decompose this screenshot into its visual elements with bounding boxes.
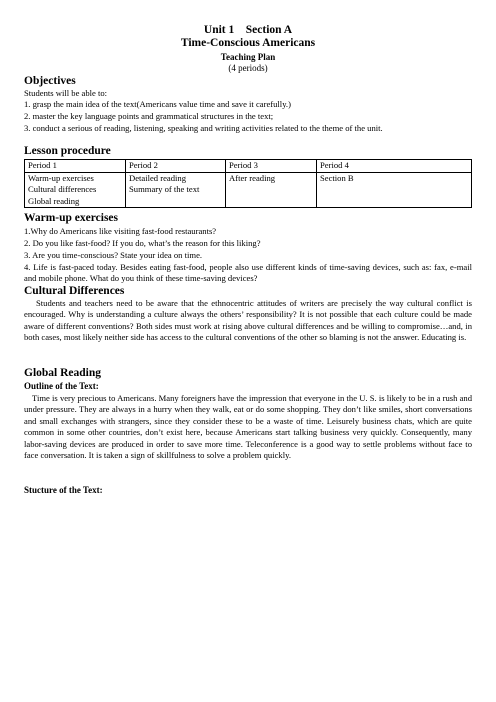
objective-item: 1. grasp the main idea of the text(Americans value time and save it carefully.) — [24, 99, 291, 109]
table-header-row — [25, 160, 472, 173]
cell-line: Global reading — [28, 195, 80, 206]
warmup-heading: Warm-up exercises — [24, 212, 119, 224]
page-title: Time-Conscious Americans — [180, 37, 316, 49]
table-cell — [226, 172, 317, 208]
table-header-cell: Period 4 — [317, 160, 472, 173]
outline-label: Outline of the Text: — [24, 381, 99, 391]
table-cell — [126, 172, 226, 208]
warmup-item: 4. Life is fast-paced today. Besides eating fast-food, people also use different kinds of time-saving devices, such as: fax, e-mail and mobile phone. What do you think of these time-saving devices? — [24, 262, 472, 283]
structure-label: Stucture of the Text: — [24, 485, 103, 495]
cultural-differences-paragraph: Students and teachers need to be aware that the ethnocentric attitudes of writers are precisely the way cultural conflict is encouraged. Why is understanding a culture always the others’ responsibility? It is not possible that each culture could be made aware of different conventions? Both sides must work at rising above cultural differences and be willing to compromise…and, in both cases, most likely neither side has access to the cultural conventions of the other so blaming is not the answer. Educating is. — [24, 298, 472, 343]
cell-line: Section B — [320, 172, 354, 183]
objectives-heading: Objectives — [24, 75, 76, 87]
warmup-item: 2. Do you like fast-food? If you do, what’s the reason for this liking? — [24, 238, 261, 248]
cultural-differences-heading: Cultural Differences — [24, 285, 125, 297]
table-header-cell: Period 2 — [126, 160, 226, 173]
warmup-item: 3. Are you time-conscious? State your idea on time. — [24, 250, 203, 260]
cell-line: Warm-up exercises — [28, 172, 94, 183]
table-cell — [317, 172, 472, 208]
lesson-procedure-heading: Lesson procedure — [24, 145, 111, 157]
periods-label: (4 periods) — [228, 63, 268, 73]
lesson-procedure-table — [24, 159, 472, 208]
objective-item: 3. conduct a serious of reading, listening, speaking and writing activities related to the theme of the unit. — [24, 123, 383, 133]
table-cell — [25, 172, 126, 208]
objectives-intro: Students will be able to: — [24, 88, 108, 98]
table-header-cell: Period 1 — [25, 160, 126, 173]
cell-line: Detailed reading — [129, 172, 187, 183]
table-header-cell: Period 3 — [226, 160, 317, 173]
unit-title: Unit 1 Section A — [203, 24, 293, 36]
warmup-item: 1.Why do Americans like visiting fast-food restaurants? — [24, 226, 217, 236]
cell-line: After reading — [229, 172, 276, 183]
table-row — [25, 172, 472, 208]
teaching-plan-label: Teaching Plan — [220, 52, 276, 62]
cell-line: Summary of the text — [129, 184, 200, 194]
cell-line: Cultural differences — [28, 184, 97, 194]
objective-item: 2. master the key language points and grammatical structures in the text; — [24, 111, 274, 121]
global-reading-heading: Global Reading — [24, 367, 102, 379]
outline-paragraph: Time is very precious to Americans. Many foreigners have the impression that everyone in the U. S. is likely to be in a rush and under pressure. They are always in a hurry when they walk, eat or do some shopping. They don’t like smiles, short conversations and small exchanges with strangers, since they consider these to be a waste of time. Leisurely business chats, which are quite common in some other countries, don’t exist here, because Americans start talking business very quickly. Consequently, many labor-saving devices are produced in order to save more time. Teleconference is a good way to settle problems without face to face conversation. It is taken a sign of skillfulness to solve a problem quickly. — [24, 393, 472, 461]
